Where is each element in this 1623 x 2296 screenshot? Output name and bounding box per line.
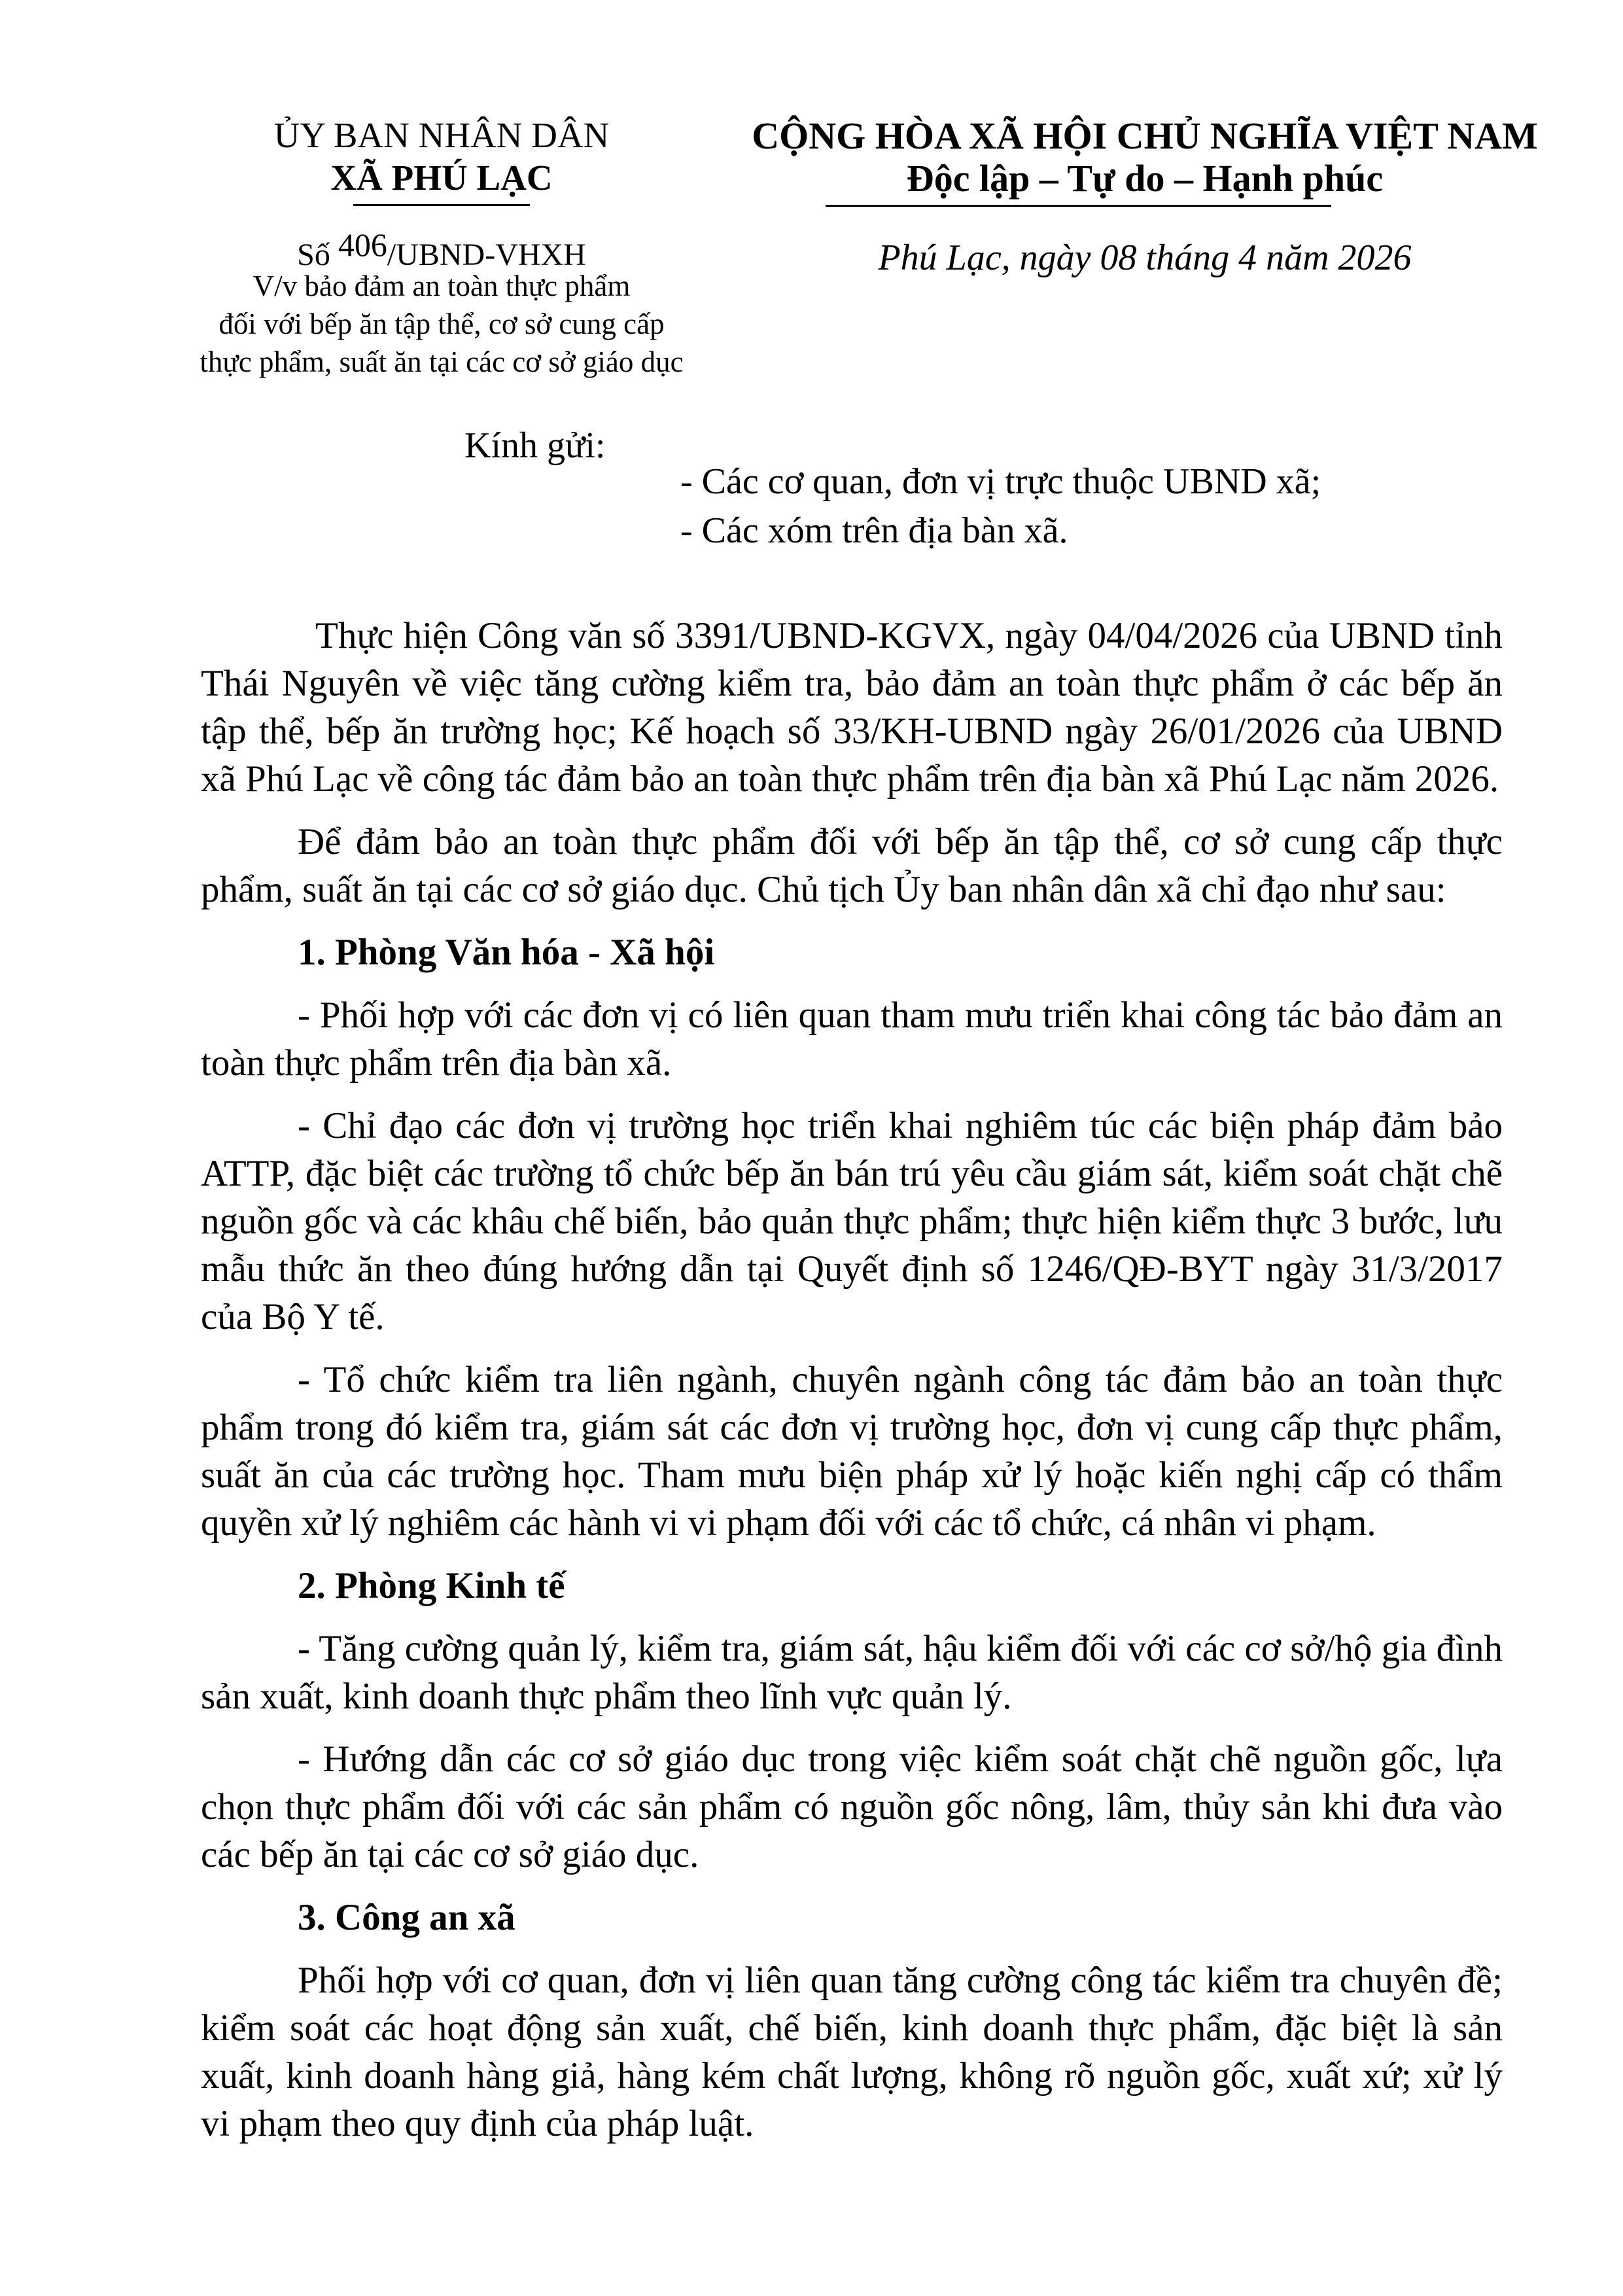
document-number-suffix: /UBND-VHXH: [387, 238, 586, 272]
section-item: - Tăng cường quản lý, kiểm tra, giám sát, hậu kiểm đối với các cơ sở/hộ gia đình sản xuất, kinh doanh thực phẩm theo lĩnh vực quản lý.: [201, 1628, 1503, 1717]
section-heading: 1. Phòng Văn hóa - Xã hội: [298, 932, 715, 973]
subject-line: đối với bếp ăn tập thể, cơ sở cung cấp: [218, 308, 665, 340]
recipient-item: - Các cơ quan, đơn vị trực thuộc UBND xã;: [680, 461, 1321, 502]
national-title: CỘNG HÒA XÃ HỘI CHỦ NGHĨA VIỆT NAM: [752, 115, 1538, 157]
national-motto: Độc lập – Tự do – Hạnh phúc: [906, 157, 1384, 200]
subject-line: thực phẩm, suất ăn tại các cơ sở giáo dục: [200, 345, 684, 378]
document-number-prefix: Số: [297, 238, 330, 272]
purpose-paragraph: Để đảm bảo an toàn thực phẩm đối với bếp ăn tập thể, cơ sở cung cấp thực phẩm, suất ăn tại các cơ sở giáo dục. Chủ tịch Ủy ban nhân dân xã chỉ đạo như sau:: [201, 821, 1503, 910]
section-heading: 2. Phòng Kinh tế: [298, 1565, 565, 1606]
document-subject: [147, 267, 736, 381]
section-item: - Hướng dẫn các cơ sở giáo dục trong việc kiểm soát chặt chẽ nguồn gốc, lựa chọn thực phẩm đối với các sản phẩm có nguồn gốc nông, lâm, thủy sản khi đưa vào các bếp ăn tại các cơ sở giáo dục.: [201, 1739, 1503, 1875]
subject-line: V/v bảo đảm an toàn thực phẩm: [253, 270, 631, 302]
recipient-item: - Các xóm trên địa bàn xã.: [680, 510, 1068, 551]
section-item: Phối hợp với cơ quan, đơn vị liên quan tăng cường công tác kiểm tra chuyên đề; kiểm soát các hoạt động sản xuất, chế biến, kinh doanh thực phẩm, đặc biệt là sản xuất, kinh doanh hàng giả, hàng kém chất lượng, không rõ nguồn gốc, xuất xứ; xử lý vi phạm theo quy định của pháp luật.: [201, 1960, 1503, 2144]
intro-paragraph: Thực hiện Công văn số 3391/UBND-KGVX, ngày 04/04/2026 của UBND tỉnh Thái Nguyên về việc tăng cường kiểm tra, bảo đảm an toàn thực phẩm ở các bếp ăn tập thể, bếp ăn trường học; Kế hoạch số 33/KH-UBND ngày 26/01/2026 của UBND xã Phú Lạc về công tác đảm bảo an toàn thực phẩm trên địa bàn xã Phú Lạc năm 2026.: [201, 615, 1503, 800]
document-body: [201, 612, 1503, 2163]
issuing-unit: XÃ PHÚ LẠC: [330, 158, 553, 198]
place-date: Phú Lạc, ngày 08 tháng 4 năm 2026: [878, 238, 1412, 278]
issuer-underline: [353, 204, 530, 206]
recipients-label: Kính gửi:: [464, 425, 606, 466]
document-number-value: 406: [338, 226, 387, 263]
section-item: - Chỉ đạo các đơn vị trường học triển khai nghiêm túc các biện pháp đảm bảo ATTP, đặc biệt các trường tổ chức bếp ăn bán trú yêu cầu giám sát, kiểm soát chặt chẽ nguồn gốc và các khâu chế biến, bảo quản thực phẩm; thực hiện kiểm thực 3 bước, lưu mẫu thức ăn theo đúng hướng dẫn tại Quyết định số 1246/QĐ-BYT ngày 31/3/2017 của Bộ Y tế.: [201, 1105, 1503, 1337]
motto-underline: [826, 205, 1331, 207]
section-heading: 3. Công an xã: [298, 1897, 515, 1938]
section-item: - Tổ chức kiểm tra liên ngành, chuyên ngành công tác đảm bảo an toàn thực phẩm trong đó kiểm tra, giám sát các đơn vị trường học, đơn vị cung cấp thực phẩm, suất ăn của các trường học. Tham mưu biện pháp xử lý hoặc kiến nghị cấp có thẩm quyền xử lý nghiêm các hành vi vi phạm đối với các tổ chức, cá nhân vi phạm.: [201, 1359, 1503, 1544]
issuing-authority: ỦY BAN NHÂN DÂN: [273, 115, 610, 155]
section-item: - Phối hợp với các đơn vị có liên quan tham mưu triển khai công tác bảo đảm an toàn thực phẩm trên địa bàn xã.: [201, 995, 1503, 1084]
